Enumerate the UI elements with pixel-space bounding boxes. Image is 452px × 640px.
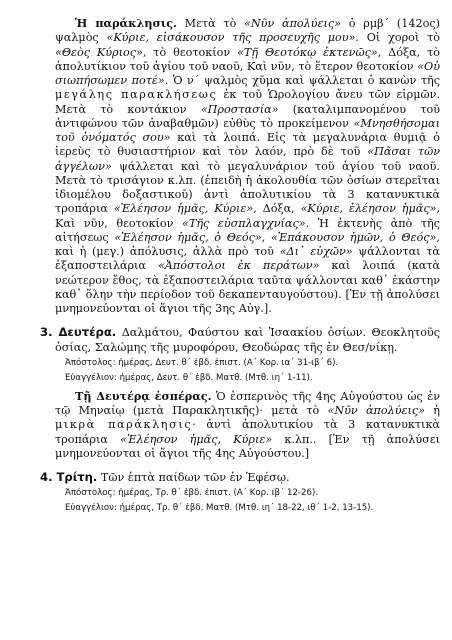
text-run: . Οἱ χοροὶ τὸ	[355, 31, 441, 45]
text-run: ὁ ρμβ΄ (142ος) ψαλμὸς	[55, 17, 441, 45]
apostle-reading: Ἀπόστολος: ἡμέρας, Τρ. θ΄ ἑβδ. ἐπιστ. (Α΄ Κορ. ιβ΄ 12-26).	[65, 488, 319, 499]
text-run: · ἀντὶ ἀπολυτικίου τὰ 3 κατανυκτικὰ τροπάρια	[55, 418, 440, 446]
day-name: Τρίτη.	[56, 470, 98, 484]
day-entry-3	[12, 325, 440, 461]
day-name: Δευτέρα.	[58, 325, 117, 340]
paraklesis-title: Ἡ παράκλησις.	[75, 16, 177, 30]
italic-run: «Θεὸς Κύριος»	[55, 45, 143, 59]
text-run: ἐκ τοῦ Ὡρολογίου ἄνευ τῶν εἱρμῶν. Μετὰ τὸ κοντάκιον	[55, 88, 440, 116]
gospel-reading: Εὐαγγέλιον: ἡμέρας, Δευτ. θ΄ ἑβδ. Ματθ. (Μτθ. ιη΄ 1-11).	[65, 372, 313, 383]
italic-run: «Ἐλέησον ἡμᾶς, ὁ Θεός»	[114, 230, 262, 244]
italic-run: «Κύριε, ἐλέησον ἡμᾶς»	[300, 202, 437, 216]
text-run: καὶ λοιπά (κατὰ νεώτερον ἔθος, τὰ ἐξαποστειλάρια ταῦτα ψάλλονται καθ᾽ ἑκάστην καθ᾽ ὅλην τὴν περίοδον τοῦ δεκαπενταυγούστου). [Ἐν τῇ ἀπολύσει μνημονεύονται οἱ ἅγιοι τῆς 3ης Αὐγ.].	[55, 259, 440, 315]
text-run: κ.λπ.. [Ἐν τῇ ἀπολύσει μνημονεύονται οἱ ἅγιοι τῆς 4ης Αὐγούστου.]	[55, 432, 440, 460]
text-run: ψάλλονται τὰ ἐξαποστειλάρια	[55, 245, 440, 273]
evening-title: Τῇ Δευτέρᾳ ἑσπέρας.	[75, 388, 212, 403]
text-run: ,	[261, 230, 271, 244]
apostle-reading: Ἀπόστολος: ἡμέρας, Δευτ. θ΄ ἑβδ. ἐπιστ. (Α΄ Κορ. ια΄ 31-ιβ΄ 6).	[65, 357, 339, 368]
day-number: 4.	[40, 470, 57, 484]
italic-run: «Νῦν ἀπολύεις»	[244, 17, 342, 30]
italic-run: «Προστασία»	[200, 102, 279, 116]
italic-run: «Ἐλέησον ἡμᾶς, Κύριε»	[113, 202, 254, 216]
italic-run: «Τῆς εὐσπλαγχνίας»	[182, 216, 306, 230]
text-run: , Καὶ νῦν, θεοτοκίον	[55, 202, 440, 230]
italic-run: «Νῦν ἀπολύεις»	[327, 404, 426, 417]
text-run: , Δόξα,	[253, 202, 301, 216]
text-run: , τὸ θεοτοκίον	[142, 45, 238, 59]
text-run: , καὶ ἡ (μεγ.) ἀπόλυσις, ἀλλὰ πρὸ τοῦ	[55, 230, 440, 258]
saints-list: Τῶν ἑπτὰ παίδων τῶν ἐν Ἐφέσῳ.	[97, 471, 290, 484]
evening-paragraph	[12, 389, 440, 461]
italic-run: «Μνησθήσομαι τοῦ ὀνόματός σου»	[55, 116, 440, 144]
saints-list: Δαλμάτου, Φαύστου καὶ Ἰσαακίου ὁσίων. Θεοκλητοῦς ὁσίας, Σαλώμης τῆς μυροφόρου, Θεοδώρας τῆς ἐν Θεσ/νίκῃ.	[55, 326, 440, 354]
gospel-reading: Εὐαγγέλιον: ἡμέρας, Τρ. θ΄ ἑβδ. Ματθ. (Μτθ. ιη΄ 18-22, ιθ΄ 1-2, 13-15).	[65, 503, 374, 514]
day-number: 3.	[40, 325, 59, 340]
italic-run: «Δι᾽ εὐχῶν»	[279, 245, 353, 258]
italic-run: «Ἀπόστολοι ἐκ περάτων»	[157, 259, 320, 273]
text-run: Μετὰ τὸ	[176, 17, 245, 30]
day-heading	[12, 470, 440, 485]
italic-run: «Ἐλέησον ἡμᾶς, Κύριε»	[120, 432, 273, 446]
spaced-run: μεγάλης παρακλήσεως	[55, 88, 218, 102]
text-run: Ὁ ἑσπερινὸς τῆς 4ης Αὐγούστου ὡς ἐν τῷ Μηναίῳ (μετὰ Παρακλητικῆς)· μετὰ τὸ	[55, 389, 440, 417]
italic-run: «Ἐπάκουσον ἡμῶν, ὁ Θεός»	[270, 230, 437, 244]
text-run: . Ἡ ἐκτενὴς ἀπὸ τῆς αἰτήσεως	[55, 216, 441, 244]
day-entry-4	[12, 470, 440, 515]
text-run: καὶ τὰ λοιπά. Εἰς τὰ μεγαλυνάρια θυμιᾷ ὁ ἱερεὺς τὸ θυσιαστήριον καὶ τὸν λαόν, πρὸ δὲ τοῦ	[55, 131, 440, 159]
day-heading	[12, 325, 440, 355]
text-run: , Δόξα, τὸ ἀπολυτίκιον τοῦ ἁγίου τοῦ ναοῦ, Καὶ νῦν, τὸ ἕτερον θεοτοκίον	[55, 45, 441, 73]
text-run: ψάλλεται καὶ τὸ μεγαλυνάριον τοῦ ἁγίου τοῦ ναοῦ. Μετὰ τὸ τρισάγιον κ.λπ. (ἐπειδὴ ἡ ἀκολουθία τῶν ὁσίων στερεῖται ἰδιομέλου δοξαστικοῦ) ἀντὶ ἀπολυτικίου τὰ 3 κατανυκτικὰ τροπάρια	[55, 159, 440, 216]
italic-run: «Πᾶσαι τῶν ἀγγέλων»	[55, 145, 440, 173]
text-run: ἡ	[425, 404, 440, 417]
italic-run: «Κύριε, εἰσάκουσον τῆς προσευχῆς μου»	[106, 31, 356, 45]
italic-run: «Οὐ σιωπήσωμεν ποτέ»	[55, 59, 440, 87]
text-run: . Ὁ ν΄ ψαλμὸς χῦμα καὶ ψάλλεται ὁ κανὼν τῆς	[164, 74, 441, 87]
italic-run: «Τῇ Θεοτόκῳ ἐκτενῶς»	[237, 45, 378, 59]
paraklesis-paragraph	[12, 16, 440, 316]
spaced-run: μικρὰ παράκλησις	[55, 418, 193, 432]
text-run: (καταλιμπανομένου τοῦ ἀντιφώνου τῶν ἀναβαθμῶν) εὐθὺς τὸ προκείμενον	[55, 102, 440, 130]
